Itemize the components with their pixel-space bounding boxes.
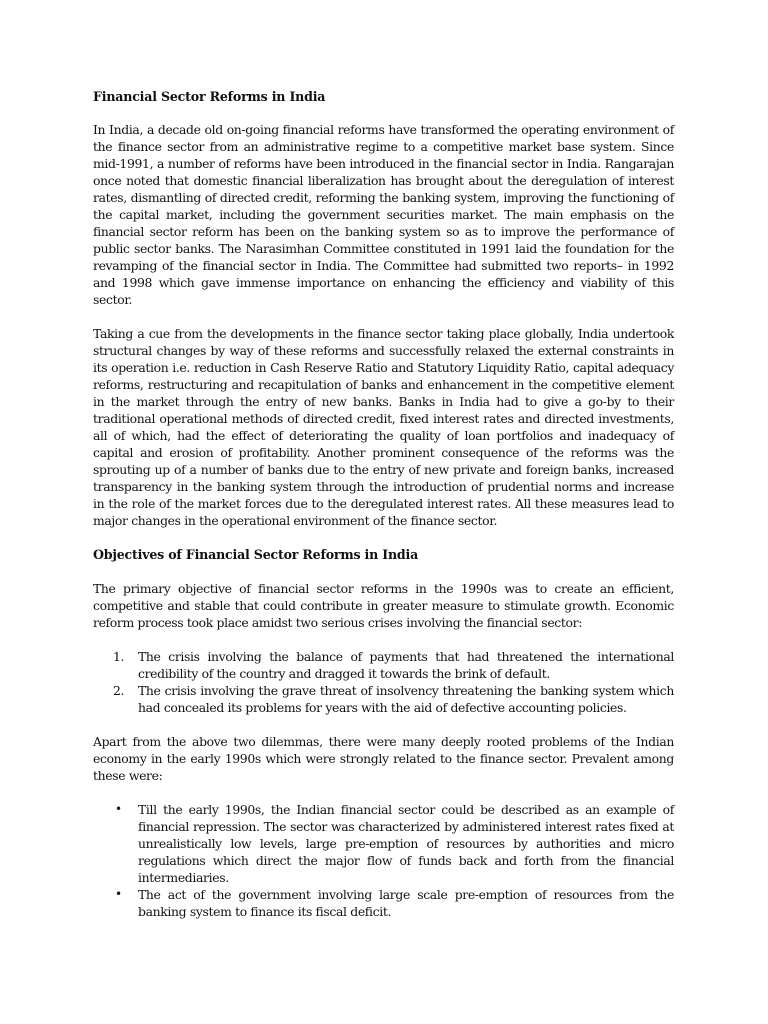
document-title: Financial Sector Reforms in India (93, 89, 326, 104)
intro-paragraph-1: In India, a decade old on-going financial reforms have transformed the operating environment of the finance sector from an administrative regime to a competitive market base system. Since mid-1991, a number of reforms have been introduced in the financial sector in India. Rangarajan once noted that domestic financial liberalization has brought about the deregulation of interest rates, dismantling of directed credit, reforming the banking system, improving the functioning of the capital market, including the government securities market. The main emphasis on the financial sector reform has been on the banking system so as to improve the performance of public sector banks. The Narasimhan Committee constituted in 1991 laid the foundation for the revamping of the financial sector in India. The Committee had submitted two reports– in 1992 and 1998 which gave immense importance on enhancing the efficiency and viability of this sector. (93, 122, 674, 307)
objectives-paragraph: The primary objective of financial sector reforms in the 1990s was to create an efficient, competitive and stable that could contribute in greater measure to stimulate growth. Economic reform process took place amidst two serious crises involving the financial sector: (93, 581, 674, 630)
intro-paragraph-2: Taking a cue from the developments in the finance sector taking place globally, India undertook structural changes by way of these reforms and successfully relaxed the external constraints in its operation i.e. reduction in Cash Reserve Ratio and Statutory Liquidity Ratio, capital adequacy reforms, restructuring and recapitulation of banks and enhancement in the competitive element in the market through the entry of new banks. Banks in India had to give a go-by to their traditional operational methods of directed credit, fixed interest rates and directed investments, all of which, had the effect of deteriorating the quality of loan portfolios and inadequacy of capital and erosion of profitability. Another prominent consequence of the reforms was the sprouting up of a number of banks due to the entry of new private and foreign banks, increased transparency in the banking system through the introduction of prudential norms and increase in the role of the market forces due to the deregulated interest rates. All these measures lead to major changes in the operational environment of the finance sector. (93, 326, 674, 528)
list-item-text: The act of the government involving large scale pre-emption of resources from the banking system to finance its fiscal deficit. (138, 887, 674, 919)
list-number: 2. (113, 683, 125, 698)
list-number: 1. (113, 649, 125, 664)
list-item-text: The crisis involving the grave threat of insolvency threatening the banking system which had concealed its problems for years with the aid of defective accounting policies. (138, 683, 674, 715)
list-item (93, 886, 674, 920)
problems-list (93, 801, 674, 920)
list-item (93, 801, 674, 886)
dilemmas-paragraph: Apart from the above two dilemmas, there were many deeply rooted problems of the Indian economy in the early 1990s which were strongly related to the finance sector. Prevalent among these were: (93, 734, 674, 783)
list-item-text: Till the early 1990s, the Indian financial sector could be described as an example of financial repression. The sector was characterized by administered interest rates fixed at unrealistically low levels, large pre-emption of resources by authorities and micro regulations which direct the major flow of funds back and forth from the financial intermediaries. (138, 802, 674, 885)
crises-list (93, 648, 674, 716)
bullet-icon: • (115, 802, 122, 816)
list-item (93, 682, 674, 716)
list-item-text: The crisis involving the balance of payments that had threatened the international credibility of the country and dragged it towards the brink of default. (138, 649, 674, 681)
list-item (93, 648, 674, 682)
bullet-icon: • (115, 887, 122, 901)
objectives-heading: Objectives of Financial Sector Reforms in India (93, 547, 419, 562)
